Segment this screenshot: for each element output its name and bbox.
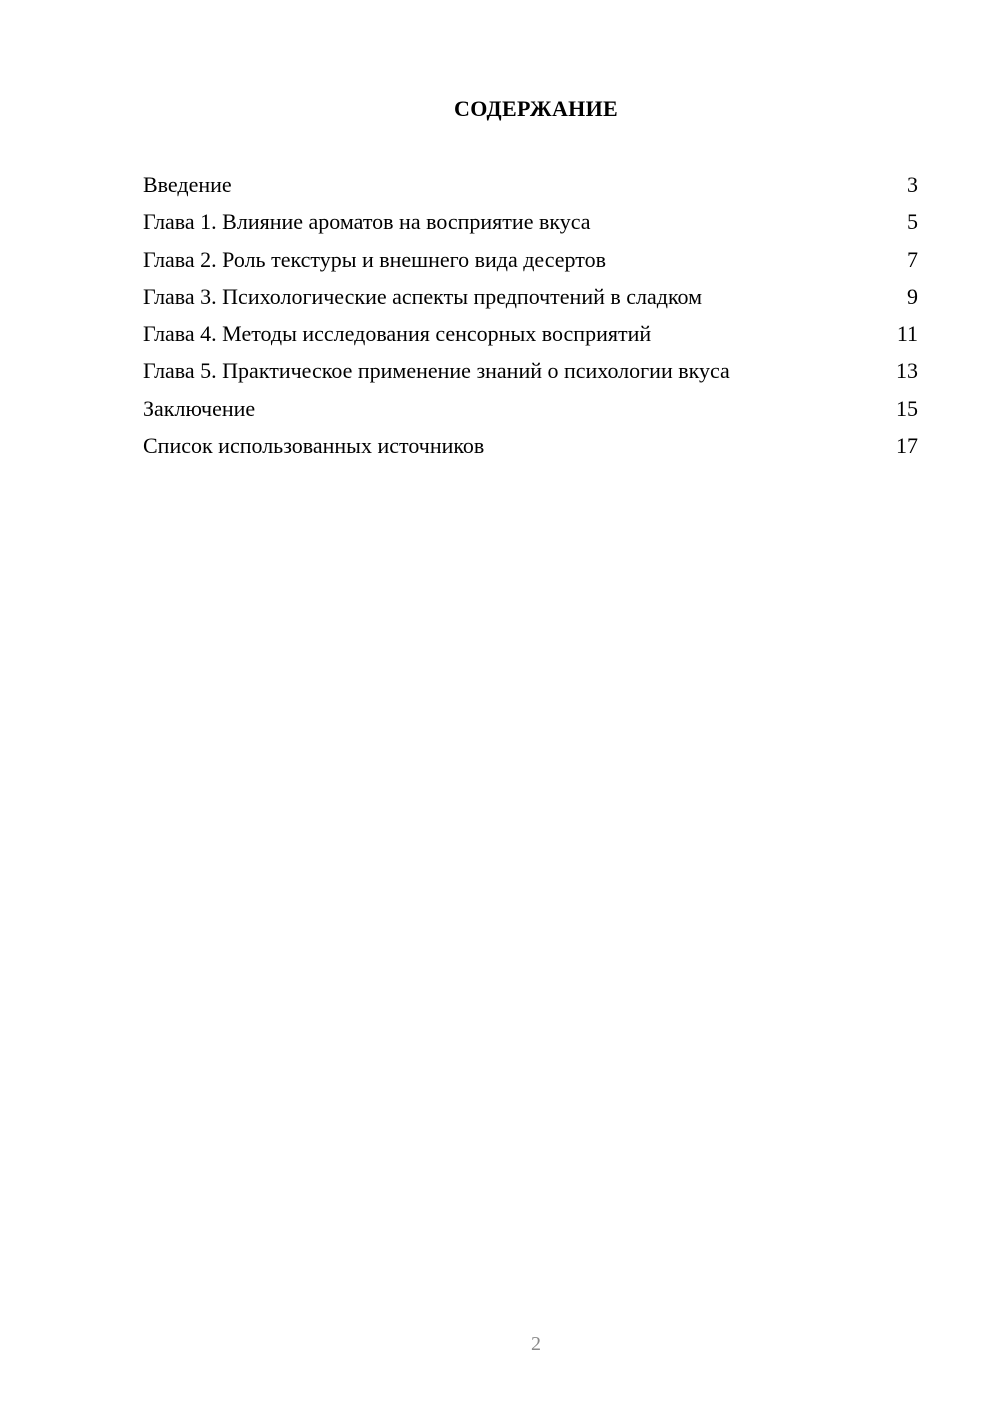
page-title: СОДЕРЖАНИЕ bbox=[454, 96, 618, 121]
toc-item-chapter-5 bbox=[143, 354, 918, 391]
toc-item-label: Заключение bbox=[143, 395, 256, 421]
toc-item-label: Введение bbox=[143, 172, 232, 197]
toc-item-label: Глава 1. Влияние ароматов на восприятие вкуса bbox=[143, 209, 591, 235]
toc-item-introduction bbox=[143, 168, 918, 205]
toc-item-label: Глава 3. Психологические аспекты предпочтений в сладком bbox=[143, 283, 703, 309]
toc-item-label: Глава 4. Методы исследования сенсорных восприятий bbox=[143, 321, 652, 347]
page-number: 2 bbox=[531, 1333, 541, 1355]
toc-item-conclusion bbox=[143, 392, 918, 429]
toc-item-label: Глава 2. Роль текстуры и внешнего вида десертов bbox=[143, 246, 606, 272]
toc-item-chapter-2 bbox=[143, 243, 918, 280]
toc-item-chapter-3 bbox=[143, 280, 918, 317]
toc-item-chapter-1 bbox=[143, 205, 918, 242]
toc-item-label: Список использованных источников bbox=[143, 433, 485, 459]
table-of-contents bbox=[143, 168, 918, 466]
toc-item-page: 13 bbox=[896, 358, 918, 384]
toc-item-page: 17 bbox=[896, 433, 918, 459]
toc-item-page: 15 bbox=[896, 395, 918, 421]
toc-item-chapter-4 bbox=[143, 317, 918, 354]
toc-item-references bbox=[143, 429, 918, 466]
toc-item-page: 7 bbox=[907, 246, 918, 272]
toc-item-page: 11 bbox=[896, 321, 918, 347]
toc-item-page: 5 bbox=[907, 209, 918, 235]
toc-item-page: 3 bbox=[907, 172, 918, 197]
toc-item-label: Глава 5. Практическое применение знаний о психологии вкуса bbox=[143, 358, 730, 384]
toc-item-page: 9 bbox=[907, 283, 918, 309]
